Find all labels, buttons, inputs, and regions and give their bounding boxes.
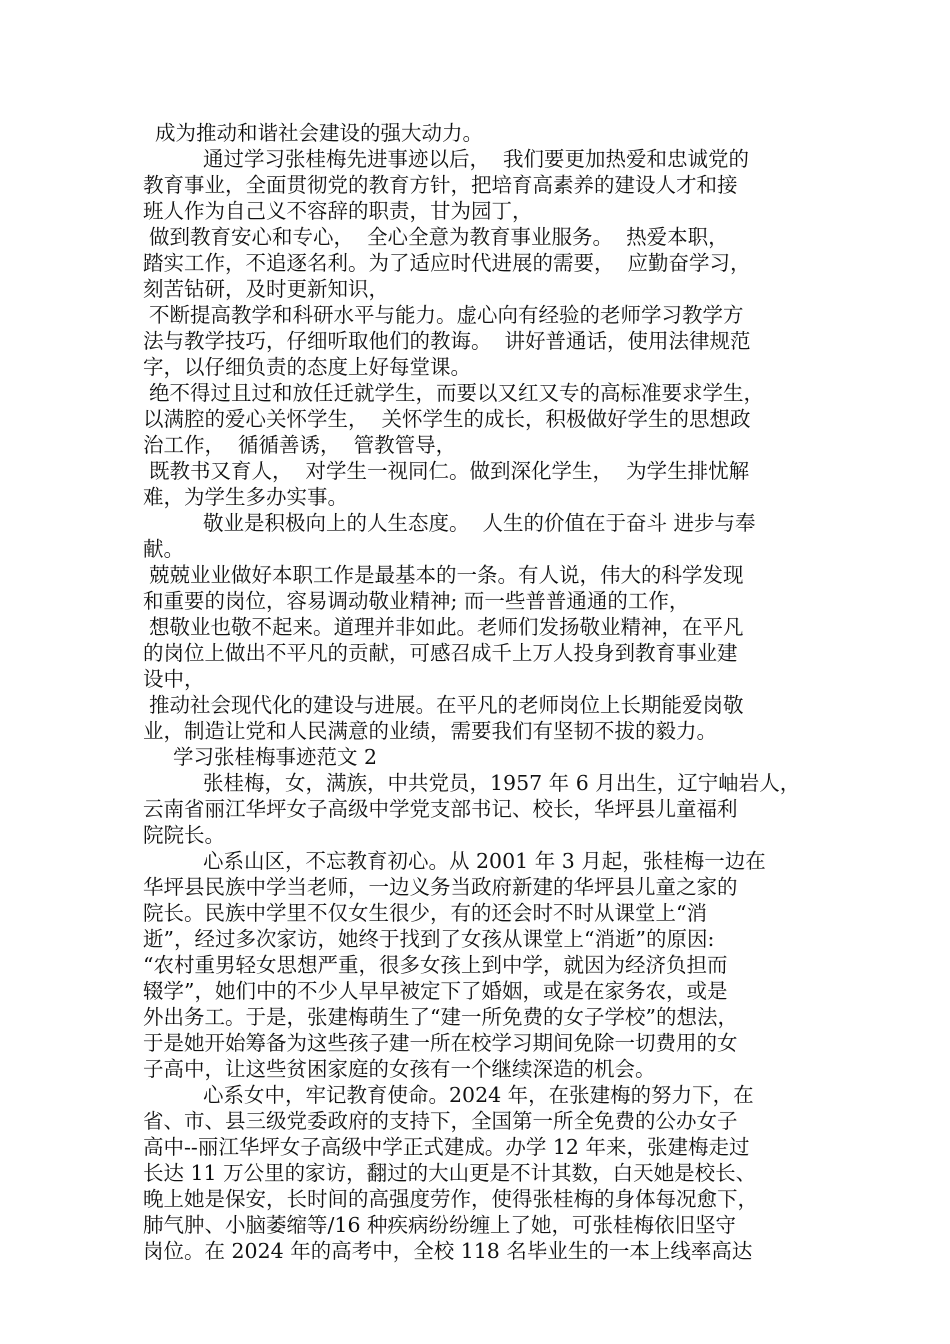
text-line: 辍学”，她们中的不少人早早被定下了婚姻，或是在家务农，或是	[143, 979, 728, 1003]
text-line: 以满腔的爱心关怀学生， 关怀学生的成长，积极做好学生的思想政	[143, 407, 751, 431]
text-line: 法与教学技巧，仔细听取他们的教诲。 讲好普通话，使用法律规范	[143, 329, 751, 353]
text-line: 刻苦钻研，及时更新知识，	[143, 277, 389, 301]
text-line: 心系女中，牢记教育使命。2024 年，在张建梅的努力下，在	[203, 1083, 754, 1107]
text-line: 于是她开始筹备为这些孩子建一所在校学习期间免除一切费用的女	[143, 1031, 738, 1055]
text-line: “农村重男轻女思想严重，很多女孩上到中学，就因为经济负担而	[143, 953, 728, 977]
text-line: 岗位。在 2024 年的高考中，全校 118 名毕业生的一本上线率高达	[143, 1239, 753, 1263]
document-page	[143, 120, 823, 1264]
text-line: 字，以仔细负责的态度上好每堂课。	[143, 355, 471, 379]
text-line: 成为推动和谐社会建设的强大动力。	[155, 121, 483, 145]
text-line: 高中--丽江华坪女子高级中学正式建成。办学 12 年来，张建梅走过	[143, 1135, 750, 1159]
text-line: 献。	[143, 537, 184, 561]
text-line: 和重要的岗位，容易调动敬业精神; 而一些普普通通的工作，	[143, 589, 690, 613]
text-line: 教育事业，全面贯彻党的教育方针，把培育高素养的建设人才和接	[143, 173, 738, 197]
text-line: 云南省丽江华坪女子高级中学党支部书记、校长，华坪县儿童福利	[143, 797, 738, 821]
text-line: 踏实工作，不追逐名利。为了适应时代进展的需要， 应勤奋学习，	[143, 251, 751, 275]
text-line: 班人作为自己义不容辞的职责，甘为园丁，	[143, 199, 533, 223]
text-line: 院院长。	[143, 823, 225, 847]
text-line: 的岗位上做出不平凡的贡献，可感召成千上万人投身到教育事业建	[143, 641, 738, 665]
text-line: 绝不得过且过和放任迁就学生，而要以又红又专的高标准要求学生，	[149, 381, 764, 405]
text-line: 想敬业也敬不起来。道理并非如此。老师们发扬敬业精神，在平凡	[149, 615, 744, 639]
text-line: 治工作， 循循善诱， 管教管导，	[143, 433, 457, 457]
text-line: 张桂梅，女，满族，中共党员，1957 年 6 月出生，辽宁岫岩人，	[203, 771, 801, 795]
text-line: 设中，	[143, 667, 205, 691]
text-line: 逝”，经过多次家访，她终于找到了女孩从课堂上“消逝”的原因:	[143, 927, 715, 951]
text-line: 做到教育安心和专心， 全心全意为教育事业服务。 热爱本职，	[149, 225, 729, 249]
text-line: 兢兢业业做好本职工作是最基本的一条。有人说，伟大的科学发现	[149, 563, 744, 587]
text-line: 通过学习张桂梅先进事迹以后， 我们要更加热爱和忠诚党的	[203, 147, 750, 171]
text-line: 不断提高教学和科研水平与能力。虚心向有经验的老师学习教学方	[149, 303, 744, 327]
text-line: 华坪县民族中学当老师，一边义务当政府新建的华坪县儿童之家的	[143, 875, 738, 899]
text-line: 外出务工。于是，张建梅萌生了“建一所免费的女子学校”的想法，	[143, 1005, 738, 1029]
text-line: 敬业是积极向上的人生态度。 人生的价值在于奋斗 进步与奉	[203, 511, 756, 535]
text-line: 学习张桂梅事迹范文 2	[173, 745, 378, 769]
text-line: 推动社会现代化的建设与进展。在平凡的老师岗位上长期能爱岗敬	[149, 693, 744, 717]
text-line: 肺气肿、小脑萎缩等/16 种疾病纷纷缠上了她，可张桂梅依旧坚守	[143, 1213, 737, 1237]
text-line: 长达 11 万公里的家访，翻过的大山更是不计其数，白天她是校长、	[143, 1161, 757, 1185]
text-line: 晚上她是保安，长时间的高强度劳作，使得张桂梅的身体每况愈下，	[143, 1187, 758, 1211]
text-line: 子高中，让这些贫困家庭的女孩有一个继续深造的机会。	[143, 1057, 656, 1081]
text-line: 院长。民族中学里不仅女生很少，有的还会时不时从课堂上“消	[143, 901, 707, 925]
text-line: 业，制造让党和人民满意的业绩，需要我们有坚韧不拔的毅力。	[143, 719, 717, 743]
text-line: 难，为学生多办实事。	[143, 485, 348, 509]
text-line: 省、市、县三级党委政府的支持下，全国第一所全免费的公办女子	[143, 1109, 738, 1133]
text-line: 既教书又育人， 对学生一视同仁。做到深化学生， 为学生排忧解	[149, 459, 750, 483]
text-line: 心系山区，不忘教育初心。从 2001 年 3 月起，张桂梅一边在	[203, 849, 766, 873]
